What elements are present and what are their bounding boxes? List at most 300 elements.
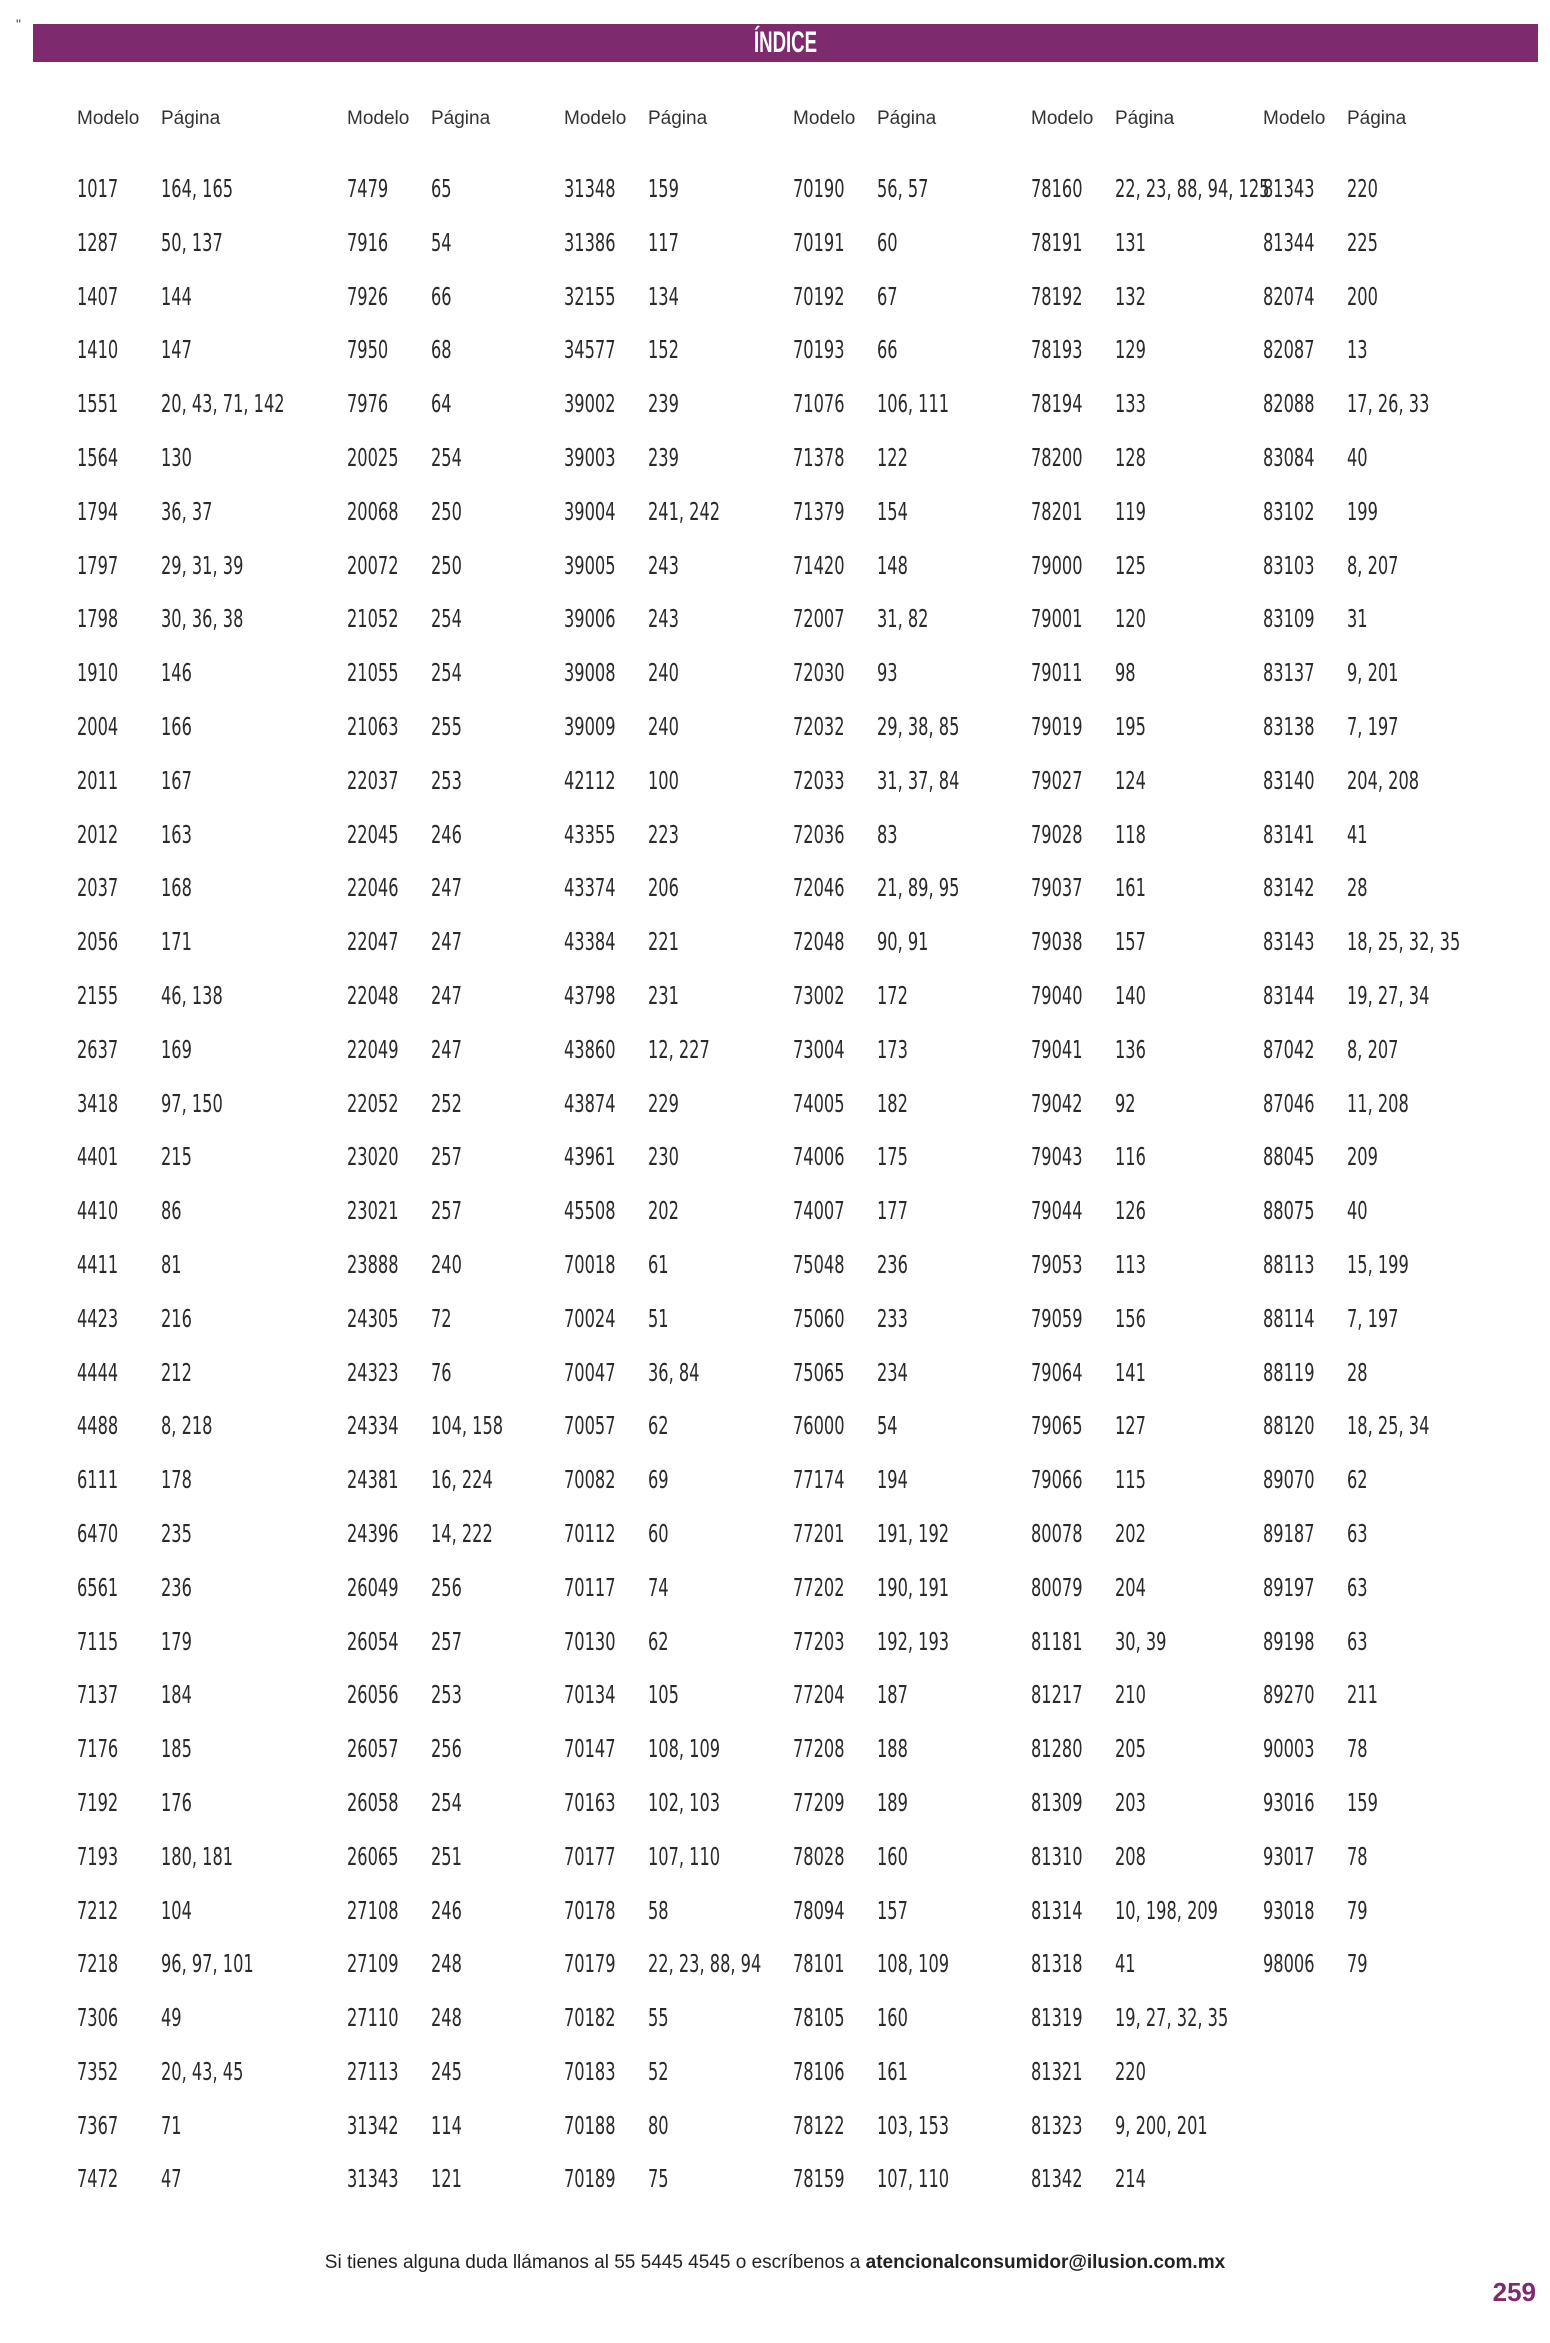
page-references: 159 [648, 174, 679, 203]
model-number: 4410 [77, 1196, 119, 1226]
page-references: 61 [648, 1249, 669, 1279]
page-references: 191, 192 [877, 1518, 950, 1548]
index-row [347, 1949, 587, 2003]
model-number: 79028 [1031, 819, 1083, 849]
model-number: 78101 [793, 1949, 845, 1979]
model-number: 31348 [564, 174, 616, 203]
model-number: 26058 [347, 1787, 399, 1817]
page-references: 118 [1115, 819, 1146, 849]
page-references: 9, 200, 201 [1115, 2110, 1208, 2140]
index-row [1031, 820, 1271, 874]
page-references: 206 [648, 873, 679, 903]
model-number: 81344 [1263, 227, 1315, 257]
model-number: 81343 [1263, 174, 1315, 203]
model-number: 78191 [1031, 227, 1083, 257]
contact-text: Si tienes alguna duda llámanos al 55 5445 4545 o escríbenos a [324, 2252, 866, 2273]
index-row [347, 1680, 587, 1734]
index-row [77, 443, 317, 497]
index-row [1263, 766, 1503, 820]
model-number: 26065 [347, 1841, 399, 1871]
model-number: 70130 [564, 1626, 616, 1656]
model-number: 81318 [1031, 1949, 1083, 1979]
page-references: 129 [1115, 335, 1146, 365]
model-number: 83084 [1263, 442, 1315, 472]
page-references: 15, 199 [1347, 1249, 1409, 1279]
model-number: 39009 [564, 711, 616, 741]
index-row [1031, 389, 1271, 443]
page-references: 180, 181 [161, 1841, 234, 1871]
page-header: Página [431, 108, 491, 129]
page-references: 205 [1115, 1734, 1146, 1764]
index-row [793, 1788, 1033, 1842]
model-number: 70182 [564, 2003, 616, 2033]
page-references: 92 [1115, 1088, 1136, 1118]
page-references: 212 [161, 1357, 192, 1387]
model-number: 70082 [564, 1465, 616, 1495]
page-references: 146 [161, 658, 192, 688]
model-number: 80079 [1031, 1572, 1083, 1602]
index-column-1 [77, 108, 317, 2194]
page-references: 54 [877, 1411, 898, 1441]
page-references: 240 [648, 711, 679, 741]
model-number: 78200 [1031, 442, 1083, 472]
model-number: 70188 [564, 2110, 616, 2140]
page-references: 55 [648, 2003, 669, 2033]
index-row [77, 174, 317, 228]
page-references: 93 [877, 658, 898, 688]
model-number: 78160 [1031, 174, 1083, 203]
index-row [347, 1519, 587, 1573]
page-references: 76 [431, 1357, 452, 1387]
model-number: 43384 [564, 927, 616, 957]
model-number: 79011 [1031, 658, 1083, 688]
index-row [793, 282, 1033, 336]
model-number: 83138 [1263, 711, 1315, 741]
index-row [347, 1465, 587, 1519]
index-row [564, 551, 804, 605]
model-number: 7479 [347, 174, 389, 203]
model-number: 70177 [564, 1841, 616, 1871]
page-references: 114 [431, 2110, 462, 2140]
page-references: 246 [431, 819, 462, 849]
index-row [347, 604, 587, 658]
page-references: 182 [877, 1088, 908, 1118]
page-references: 234 [877, 1357, 908, 1387]
index-column-3 [564, 108, 804, 2194]
page-references: 75 [648, 2164, 669, 2194]
model-number: 4488 [77, 1411, 119, 1441]
page-references: 127 [1115, 1411, 1146, 1441]
model-number: 24381 [347, 1465, 399, 1495]
model-number: 72048 [793, 927, 845, 957]
index-rows [347, 174, 587, 2218]
index-rows [564, 174, 804, 2218]
index-row [564, 1627, 804, 1681]
index-row [1031, 1465, 1271, 1519]
model-number: 79019 [1031, 711, 1083, 741]
index-row [564, 228, 804, 282]
model-number: 1910 [77, 658, 119, 688]
page-references: 190, 191 [877, 1572, 950, 1602]
model-number: 1287 [77, 227, 119, 257]
index-row [77, 2003, 317, 2057]
model-number: 6470 [77, 1518, 119, 1548]
model-number: 90003 [1263, 1734, 1315, 1764]
index-row [793, 873, 1033, 927]
index-row [564, 873, 804, 927]
page-references: 108, 109 [648, 1734, 721, 1764]
model-header: Modelo [793, 108, 856, 129]
page-references: 199 [1347, 496, 1378, 526]
page-references: 86 [161, 1196, 182, 1226]
page-references: 31 [1347, 604, 1368, 634]
model-number: 93018 [1263, 1895, 1315, 1925]
index-title: ÍNDICE [753, 26, 818, 59]
index-row [347, 2164, 587, 2218]
index-row [1031, 2164, 1271, 2218]
index-row [564, 1680, 804, 1734]
model-number: 1551 [77, 389, 119, 419]
page-references: 50, 137 [161, 227, 223, 257]
model-number: 72046 [793, 873, 845, 903]
index-row [793, 335, 1033, 389]
index-row [1263, 1089, 1503, 1143]
model-number: 89198 [1263, 1626, 1315, 1656]
page-references: 229 [648, 1088, 679, 1118]
index-row [564, 335, 804, 389]
index-row [1263, 1358, 1503, 1412]
index-row [347, 927, 587, 981]
index-row [793, 1573, 1033, 1627]
model-number: 24396 [347, 1518, 399, 1548]
index-row [1263, 335, 1503, 389]
model-number: 75048 [793, 1249, 845, 1279]
page-references: 65 [431, 174, 452, 203]
page-references: 29, 31, 39 [161, 550, 244, 580]
index-column-4 [793, 108, 1033, 2194]
index-row [793, 1896, 1033, 1950]
page-references: 20, 43, 71, 142 [161, 389, 285, 419]
index-row [564, 766, 804, 820]
model-number: 73002 [793, 980, 845, 1010]
model-number: 70183 [564, 2056, 616, 2086]
index-row [1263, 820, 1503, 874]
index-row [77, 1250, 317, 1304]
model-number: 43874 [564, 1088, 616, 1118]
index-row [793, 1358, 1033, 1412]
index-row [1031, 1734, 1271, 1788]
page-references: 108, 109 [877, 1949, 950, 1979]
page-references: 30, 39 [1115, 1626, 1167, 1656]
model-number: 1798 [77, 604, 119, 634]
page-references: 188 [877, 1734, 908, 1764]
index-row [77, 335, 317, 389]
index-row [1031, 1089, 1271, 1143]
index-row [347, 282, 587, 336]
model-number: 82074 [1263, 281, 1315, 311]
index-rows [77, 174, 317, 2218]
page-references: 115 [1115, 1465, 1146, 1495]
model-number: 27109 [347, 1949, 399, 1979]
index-row [564, 658, 804, 712]
index-row [1263, 1842, 1503, 1896]
model-number: 20072 [347, 550, 399, 580]
page-references: 10, 198, 209 [1115, 1895, 1218, 1925]
index-row [564, 1896, 804, 1950]
index-row [793, 766, 1033, 820]
page-references: 19, 27, 32, 35 [1115, 2003, 1229, 2033]
page-references: 80 [648, 2110, 669, 2140]
index-row [793, 1411, 1033, 1465]
page-references: 128 [1115, 442, 1146, 472]
page-references: 31, 82 [877, 604, 929, 634]
page-references: 141 [1115, 1357, 1146, 1387]
page-references: 51 [648, 1303, 669, 1333]
model-number: 27110 [347, 2003, 399, 2033]
model-number: 27113 [347, 2056, 399, 2086]
page-references: 171 [161, 927, 192, 957]
model-number: 23021 [347, 1196, 399, 1226]
index-row [793, 1680, 1033, 1734]
page-references: 257 [431, 1196, 462, 1226]
index-row [1031, 1896, 1271, 1950]
model-number: 79059 [1031, 1303, 1083, 1333]
index-row [1263, 1519, 1503, 1573]
model-number: 70191 [793, 227, 845, 257]
page-references: 107, 110 [648, 1841, 721, 1871]
model-number: 79027 [1031, 765, 1083, 795]
page-references: 223 [648, 819, 679, 849]
page-references: 175 [877, 1142, 908, 1172]
page-references: 243 [648, 604, 679, 634]
model-number: 79041 [1031, 1034, 1083, 1064]
model-number: 77202 [793, 1572, 845, 1602]
index-row [564, 927, 804, 981]
model-header: Modelo [1031, 108, 1094, 129]
model-number: 87042 [1263, 1034, 1315, 1064]
index-row [1031, 1304, 1271, 1358]
index-row [77, 1358, 317, 1412]
model-number: 88045 [1263, 1142, 1315, 1172]
model-number: 81309 [1031, 1787, 1083, 1817]
index-row [564, 2111, 804, 2165]
page-references: 28 [1347, 873, 1368, 903]
model-number: 26049 [347, 1572, 399, 1602]
page-references: 8, 207 [1347, 1034, 1399, 1064]
page-references: 140 [1115, 980, 1146, 1010]
page-references: 194 [877, 1465, 908, 1495]
page-references: 12, 227 [648, 1034, 710, 1064]
index-row [77, 1573, 317, 1627]
model-number: 71076 [793, 389, 845, 419]
model-number: 79065 [1031, 1411, 1083, 1441]
model-number: 74007 [793, 1196, 845, 1226]
model-number: 2012 [77, 819, 119, 849]
index-row [1031, 1573, 1271, 1627]
index-row [77, 1842, 317, 1896]
model-number: 79044 [1031, 1196, 1083, 1226]
page-references: 200 [1347, 281, 1378, 311]
page-references: 203 [1115, 1787, 1146, 1817]
index-row [1263, 927, 1503, 981]
page-references: 156 [1115, 1303, 1146, 1333]
corner-mark: " [16, 16, 21, 32]
index-row [1263, 1304, 1503, 1358]
page-references: 13 [1347, 335, 1368, 365]
model-number: 79064 [1031, 1357, 1083, 1387]
model-number: 78159 [793, 2164, 845, 2194]
page-references: 235 [161, 1518, 192, 1548]
model-number: 1564 [77, 442, 119, 472]
index-row [793, 174, 1033, 228]
index-row [793, 1250, 1033, 1304]
column-header [1263, 108, 1503, 136]
model-number: 70163 [564, 1787, 616, 1817]
model-number: 83102 [1263, 496, 1315, 526]
model-number: 81342 [1031, 2164, 1083, 2194]
model-number: 81280 [1031, 1734, 1083, 1764]
page-references: 64 [431, 389, 452, 419]
model-number: 81319 [1031, 2003, 1083, 2033]
index-row [1263, 1627, 1503, 1681]
page-references: 117 [648, 227, 679, 257]
page-number: 259 [1492, 2277, 1536, 2307]
page-references: 239 [648, 442, 679, 472]
page-references: 22, 23, 88, 94 [648, 1949, 762, 1979]
index-row [77, 658, 317, 712]
page-header: Página [877, 108, 937, 129]
page-references: 81 [161, 1249, 182, 1279]
page-references: 106, 111 [877, 389, 950, 419]
model-number: 82088 [1263, 389, 1315, 419]
model-number: 78194 [1031, 389, 1083, 419]
model-number: 43355 [564, 819, 616, 849]
page-references: 7, 197 [1347, 711, 1399, 741]
model-number: 88075 [1263, 1196, 1315, 1226]
page-references: 173 [877, 1034, 908, 1064]
model-number: 78094 [793, 1895, 845, 1925]
index-column-6 [1263, 108, 1503, 1979]
model-number: 78201 [1031, 496, 1083, 526]
index-row [793, 497, 1033, 551]
page-references: 254 [431, 442, 462, 472]
model-number: 6561 [77, 1572, 119, 1602]
page-references: 79 [1347, 1895, 1368, 1925]
index-row [77, 1519, 317, 1573]
model-number: 70018 [564, 1249, 616, 1279]
index-row [793, 1949, 1033, 2003]
page-references: 8, 218 [161, 1411, 213, 1441]
page-references: 251 [431, 1841, 462, 1871]
model-number: 70024 [564, 1303, 616, 1333]
index-row [1031, 604, 1271, 658]
index-row [1031, 1949, 1271, 2003]
page-references: 119 [1115, 496, 1146, 526]
index-row [793, 2164, 1033, 2218]
model-number: 24323 [347, 1357, 399, 1387]
index-row [1263, 174, 1503, 228]
page-references: 161 [1115, 873, 1146, 903]
page-references: 124 [1115, 765, 1146, 795]
index-row [1031, 228, 1271, 282]
index-row [1031, 873, 1271, 927]
model-header: Modelo [1263, 108, 1326, 129]
page-references: 231 [648, 980, 679, 1010]
index-row [347, 551, 587, 605]
index-row [564, 1089, 804, 1143]
contact-email-link[interactable]: atencionalconsumidor@ilusion.com.mx [865, 2252, 1226, 2273]
index-row [1031, 658, 1271, 712]
page-references: 29, 38, 85 [877, 711, 960, 741]
page-references: 104, 158 [431, 1411, 504, 1441]
model-number: 89197 [1263, 1572, 1315, 1602]
index-row [347, 1573, 587, 1627]
page-references: 172 [877, 980, 908, 1010]
page-references: 246 [431, 1895, 462, 1925]
index-row [1263, 1680, 1503, 1734]
page-references: 204 [1115, 1572, 1146, 1602]
model-number: 78192 [1031, 281, 1083, 311]
model-number: 77174 [793, 1465, 845, 1495]
model-number: 20068 [347, 496, 399, 526]
index-row [347, 174, 587, 228]
index-row [564, 1949, 804, 2003]
model-number: 70178 [564, 1895, 616, 1925]
index-row [1263, 1411, 1503, 1465]
page-references: 30, 36, 38 [161, 604, 244, 634]
page-references: 63 [1347, 1572, 1368, 1602]
index-row [347, 1627, 587, 1681]
page-references: 254 [431, 1787, 462, 1817]
model-number: 24334 [347, 1411, 399, 1441]
model-number: 2056 [77, 927, 119, 957]
index-row [564, 604, 804, 658]
model-number: 87046 [1263, 1088, 1315, 1118]
index-row [1263, 443, 1503, 497]
page-references: 256 [431, 1734, 462, 1764]
model-number: 71378 [793, 442, 845, 472]
page-references: 31, 37, 84 [877, 765, 960, 795]
model-number: 39003 [564, 442, 616, 472]
model-number: 78028 [793, 1841, 845, 1871]
model-number: 21052 [347, 604, 399, 634]
model-number: 79001 [1031, 604, 1083, 634]
model-number: 7367 [77, 2110, 119, 2140]
model-number: 79037 [1031, 873, 1083, 903]
page-references: 16, 224 [431, 1465, 493, 1495]
page-references: 178 [161, 1465, 192, 1495]
index-row [347, 1896, 587, 1950]
page-references: 166 [161, 711, 192, 741]
model-number: 72033 [793, 765, 845, 795]
model-number: 43860 [564, 1034, 616, 1064]
index-row [793, 389, 1033, 443]
model-number: 77203 [793, 1626, 845, 1656]
page-references: 36, 37 [161, 496, 213, 526]
page-references: 210 [1115, 1680, 1146, 1710]
index-row [564, 1788, 804, 1842]
page-references: 21, 89, 95 [877, 873, 960, 903]
index-row [1031, 443, 1271, 497]
page-references: 157 [877, 1895, 908, 1925]
page-references: 60 [648, 1518, 669, 1548]
model-number: 83137 [1263, 658, 1315, 688]
model-number: 2037 [77, 873, 119, 903]
model-number: 79042 [1031, 1088, 1083, 1118]
index-row [793, 981, 1033, 1035]
page-references: 202 [1115, 1518, 1146, 1548]
page-references: 52 [648, 2056, 669, 2086]
